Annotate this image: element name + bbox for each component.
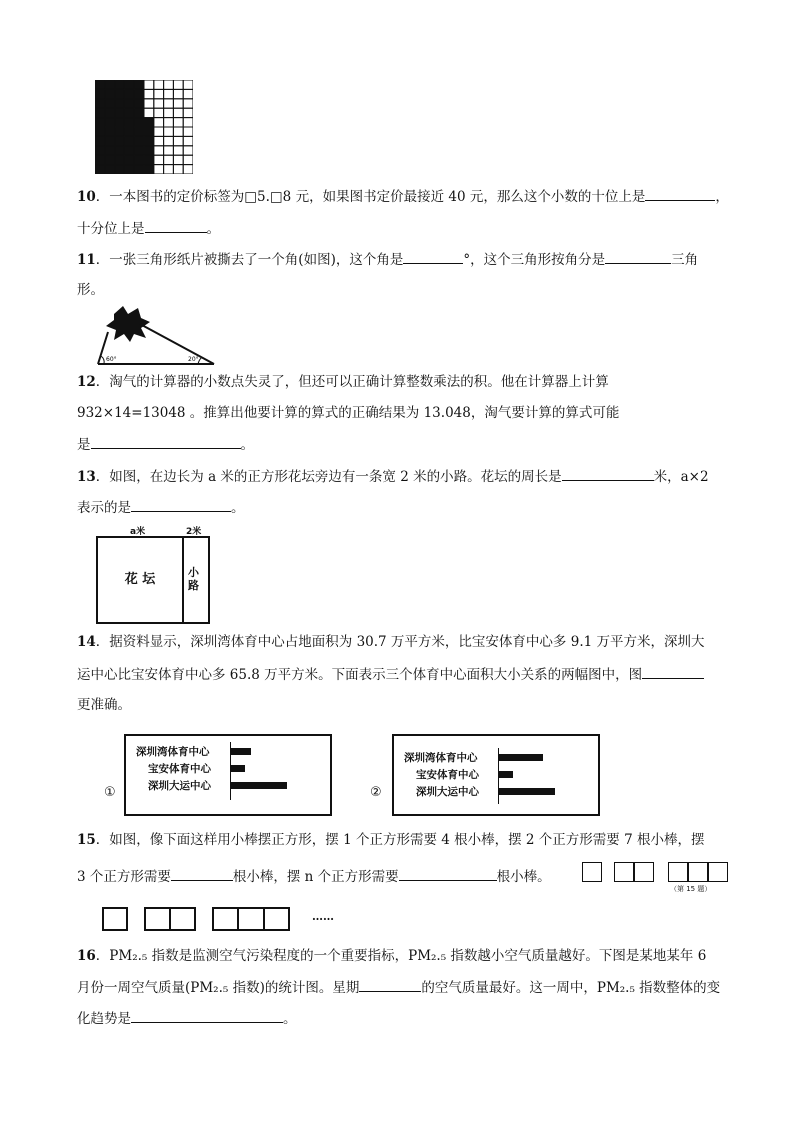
chart-2-bar-1 — [499, 771, 513, 778]
chart-1-label-2: 深圳大运中心 — [148, 780, 211, 792]
answer-blank-12[interactable] — [91, 434, 241, 449]
question-14-line-1: 14．据资料显示，深圳湾体育中心占地面积为 30.7 万平方米，比宝安体育中心多 9.1 万平方米，深圳大 — [77, 634, 705, 650]
answer-blank-11b[interactable] — [605, 249, 671, 264]
large-squares-3 — [212, 907, 290, 931]
bar-chart-2 — [392, 734, 600, 816]
small-square-1 — [582, 862, 602, 882]
small-squares-3 — [668, 862, 728, 882]
question-16-line-3: 化趋势是 。 — [77, 1008, 297, 1029]
continuation-dots: …… — [312, 910, 334, 923]
question-13-line-2: 表示的是 。 — [77, 497, 245, 518]
answer-blank-11a[interactable] — [403, 249, 463, 264]
angle-label-20: 20° — [188, 356, 199, 363]
question-12-line-2: 932×14=13048 。推算出他要计算的算式的正确结果为 13.048，淘气要计算的算式可能 — [77, 405, 620, 421]
chart-2-label-2: 深圳大运中心 — [416, 786, 479, 798]
large-squares-2 — [144, 907, 196, 931]
question-14-line-3: 更准确。 — [77, 697, 131, 713]
question-10-line-2: 十分位上是 。 — [77, 218, 220, 239]
side-2-label: 2米 — [186, 527, 202, 537]
question-12-line-3: 是 。 — [77, 434, 254, 455]
torn-triangle-figure — [94, 304, 218, 368]
chart-1-bar-0 — [231, 748, 251, 755]
answer-blank-14[interactable] — [642, 664, 704, 679]
answer-blank-16a[interactable] — [359, 977, 421, 992]
angle-label-60: 60° — [106, 356, 117, 363]
answer-blank-10b[interactable] — [145, 218, 207, 233]
question-10-line-1: 10．一本图书的定价标签为□5.□8 元，如果图书定价最接近 40 元，那么这个小数的十位上是 ， — [77, 186, 729, 207]
garden-figure — [96, 524, 210, 622]
question-11-line-2: 形。 — [77, 282, 104, 298]
answer-blank-15a[interactable] — [171, 866, 233, 881]
question-15-line-2: 3 个正方形需要 根小棒，摆 n 个正方形需要 根小棒。 — [77, 866, 551, 887]
chart-2-marker: ② — [370, 785, 382, 800]
question-12-line-1: 12．淘气的计算器的小数点失灵了，但还可以正确计算整数乘法的积。他在计算器上计算 — [77, 374, 609, 390]
chart-1-label-1: 宝安体育中心 — [148, 763, 211, 775]
small-squares-2 — [614, 862, 654, 882]
path-strip: 小路 — [182, 536, 210, 624]
question-14-line-2: 运中心比宝安体育中心多 65.8 万平方米。下面表示三个体育中心面积大小关系的两幅图中，图 — [77, 664, 704, 685]
chart-2-label-1: 宝安体育中心 — [416, 769, 479, 781]
question-15-line-1: 15．如图，像下面这样用小棒摆正方形，摆 1 个正方形需要 4 根小棒，摆 2 个正方形需要 7 根小棒，摆 — [77, 832, 705, 848]
answer-blank-15b[interactable] — [399, 866, 497, 881]
chart-1-label-0: 深圳湾体育中心 — [136, 746, 210, 758]
chart-1-bar-1 — [231, 765, 245, 772]
question-13-line-1: 13．如图，在边长为 a 米的正方形花坛旁边有一条宽 2 米的小路。花坛的周长是 米，a×2 — [77, 466, 709, 487]
answer-blank-16b[interactable] — [131, 1008, 283, 1023]
large-square-1 — [102, 907, 128, 931]
hundred-grid-figure — [95, 80, 193, 174]
chart-1-bar-2 — [231, 782, 287, 789]
answer-blank-13b[interactable] — [131, 497, 231, 512]
flower-bed: 花 坛 — [96, 536, 184, 624]
answer-blank-10a[interactable] — [645, 186, 715, 201]
chart-2-bar-2 — [499, 788, 555, 795]
question-16-line-1: 16．PM₂.₅ 指数是监测空气污染程度的一个重要指标，PM₂.₅ 指数越小空气质量越好。下图是某地某年 6 — [77, 948, 707, 964]
question-16-line-2: 月份一周空气质量(PM₂.₅ 指数)的统计图。星期 的空气质量最好。这一周中，PM₂.₅ 指数整体的变 — [77, 977, 720, 998]
chart-2-bar-0 — [499, 754, 543, 761]
answer-blank-13a[interactable] — [562, 466, 654, 481]
chart-2-label-0: 深圳湾体育中心 — [404, 752, 478, 764]
chart-1-marker: ① — [104, 785, 116, 800]
question-11-line-1: 11．一张三角形纸片被撕去了一个角(如图)，这个角是 °，这个三角形按角分是 三角 — [77, 249, 698, 270]
figure-caption-15: （第 15 题） — [670, 885, 712, 893]
side-a-label: a米 — [130, 527, 146, 537]
bar-chart-1 — [124, 734, 332, 816]
